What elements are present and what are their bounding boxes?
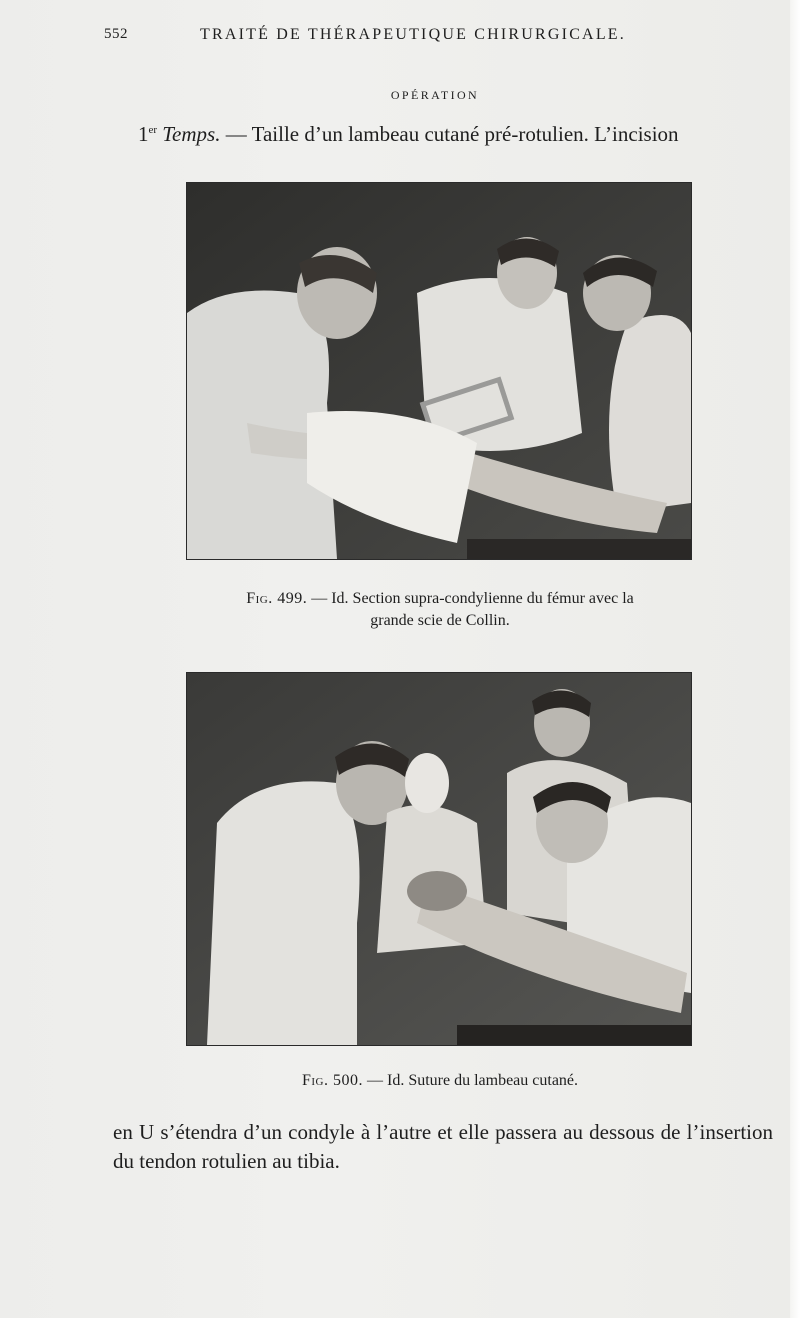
- figure-499-caption-line1: — Id. Section supra-condylienne du fémur avec la: [307, 590, 634, 607]
- figure-500-photo: [186, 672, 692, 1046]
- step-ordinal-suffix: er: [148, 124, 158, 136]
- figure-499-label: Fig. 499.: [246, 590, 308, 607]
- paragraph-first-line: [138, 122, 778, 147]
- running-head: [104, 26, 664, 46]
- running-title: TRAITÉ DE THÉRAPEUTIQUE CHIRURGICALE.: [200, 26, 626, 43]
- page-number: 552: [104, 26, 128, 42]
- body-paragraph: en U s’étendra d’un condyle à l’autre et elle passera au dessous de l’insertion du tendon rotulien au tibia.: [113, 1120, 773, 1173]
- step-text: — Taille d’un lambeau cutané pré-rotulien. L’incision: [220, 122, 679, 146]
- figure-500-caption: [170, 1070, 710, 1092]
- figure-499-caption: [170, 588, 710, 632]
- step-ordinal: 1: [138, 122, 149, 146]
- figure-500-label: Fig. 500.: [301, 1072, 363, 1089]
- section-heading: OPÉRATION: [390, 88, 480, 102]
- step-title: Temps.: [162, 122, 221, 146]
- figure-499-photo: [186, 182, 692, 560]
- figure-500-caption-line1: — Id. Suture du lambeau cutané.: [362, 1072, 579, 1089]
- figure-499-caption-line2: grande scie de Collin.: [370, 612, 510, 629]
- page-edge: [790, 0, 800, 1318]
